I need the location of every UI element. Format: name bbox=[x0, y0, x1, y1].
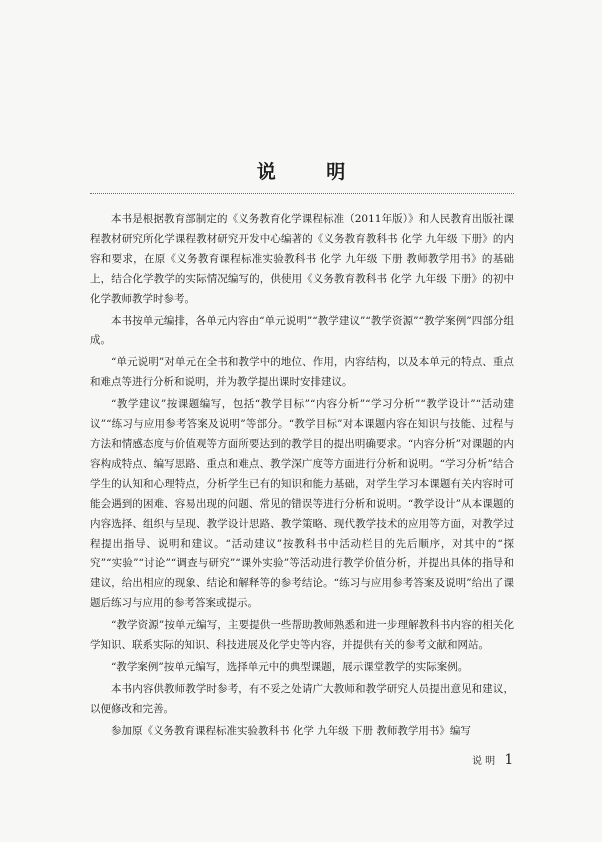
paragraph: 本书按单元编排，各单元内容由“单元说明”“教学建议”“教学资源”“教学案例”四部分组成。 bbox=[90, 314, 514, 347]
paragraph: “教学案例”按单元编写，选择单元中的典型课题，展示课堂教学的实际案例。 bbox=[111, 660, 469, 673]
page-footer bbox=[472, 752, 513, 768]
body-text bbox=[90, 210, 514, 744]
page-number: 1 bbox=[504, 752, 514, 768]
page-title: 说 明 bbox=[256, 161, 368, 183]
paragraph: “教学资源”按单元编写，主要提供一些帮助教师熟悉和进一步理解教科书内容的相关化学知识、联系实际的知识、科技进展及化学史等内容，并提供有关的参考文献和网站。 bbox=[90, 619, 514, 652]
paragraph: 参加原《义务教育课程标准实验教科书 化学 九年级 下册 教师教学用书》编写 bbox=[111, 724, 471, 737]
title-divider bbox=[90, 193, 514, 194]
paragraph: “教学建议”按课题编写，包括“教学目标”“内容分析”“学习分析”“教学设计”“活动建议”“练习与应用参考答案及说明”等部分。“教学目标”对本课题内容在知识与技能、过程与方法和情感态度与价值观等方面所要达到的教学目的提出明确要求。“内容分析”对课题的内容构成特点、编写思路、重点和难点、教学深广度等方面进行分析和说明。“学习分析”结合学生的认知和心理特点，分析学生已有的知识和能力基础，对学生学习本课题有关内容时可能会遇到的困难、容易出现的问题、常见的错误等进行分析和说明。“教学设计”从本课题的内容选择、组织与呈现、教学设计思路、教学策略、现代教学技术的应用等方面，对教学过程提出指导、说明和建议。“活动建议”按教科书中活动栏目的先后顺序，对其中的“探究”“实验”“讨论”“调查与研究”“课外实验”等活动进行教学价值分析，并提出具体的指导和建议，给出相应的现象、结论和解释等的参考结论。“练习与应用参考答案及说明”给出了课题后练习与应用的参考答案或提示。 bbox=[90, 398, 514, 610]
paragraph: “单元说明”对单元在全书和教学中的地位、作用，内容结构，以及本单元的特点、重点和难点等进行分析和说明，并为教学提出课时安排建议。 bbox=[90, 356, 514, 389]
footer-label: 说 明 bbox=[472, 756, 496, 767]
paragraph: 本书是根据教育部制定的《义务教育化学课程标准（2011年版）》和人民教育出版社课程教材研究所化学课程教材研究开发中心编著的《义务教育教科书 化学 九年级 下册》的内容和要求，在原《义务教育课程标准实验教科书 化学 九年级 下册 教师教学用书》的基础上，结合化学教学的实际情况编写的，供使用《义务教育教科书 化学 九年级 下册》的初中化学教师教学时参考。 bbox=[90, 213, 514, 305]
paragraph: 本书内容供教师教学时参考，有不妥之处请广大教师和教学研究人员提出意见和建议，以便修改和完善。 bbox=[90, 682, 514, 715]
